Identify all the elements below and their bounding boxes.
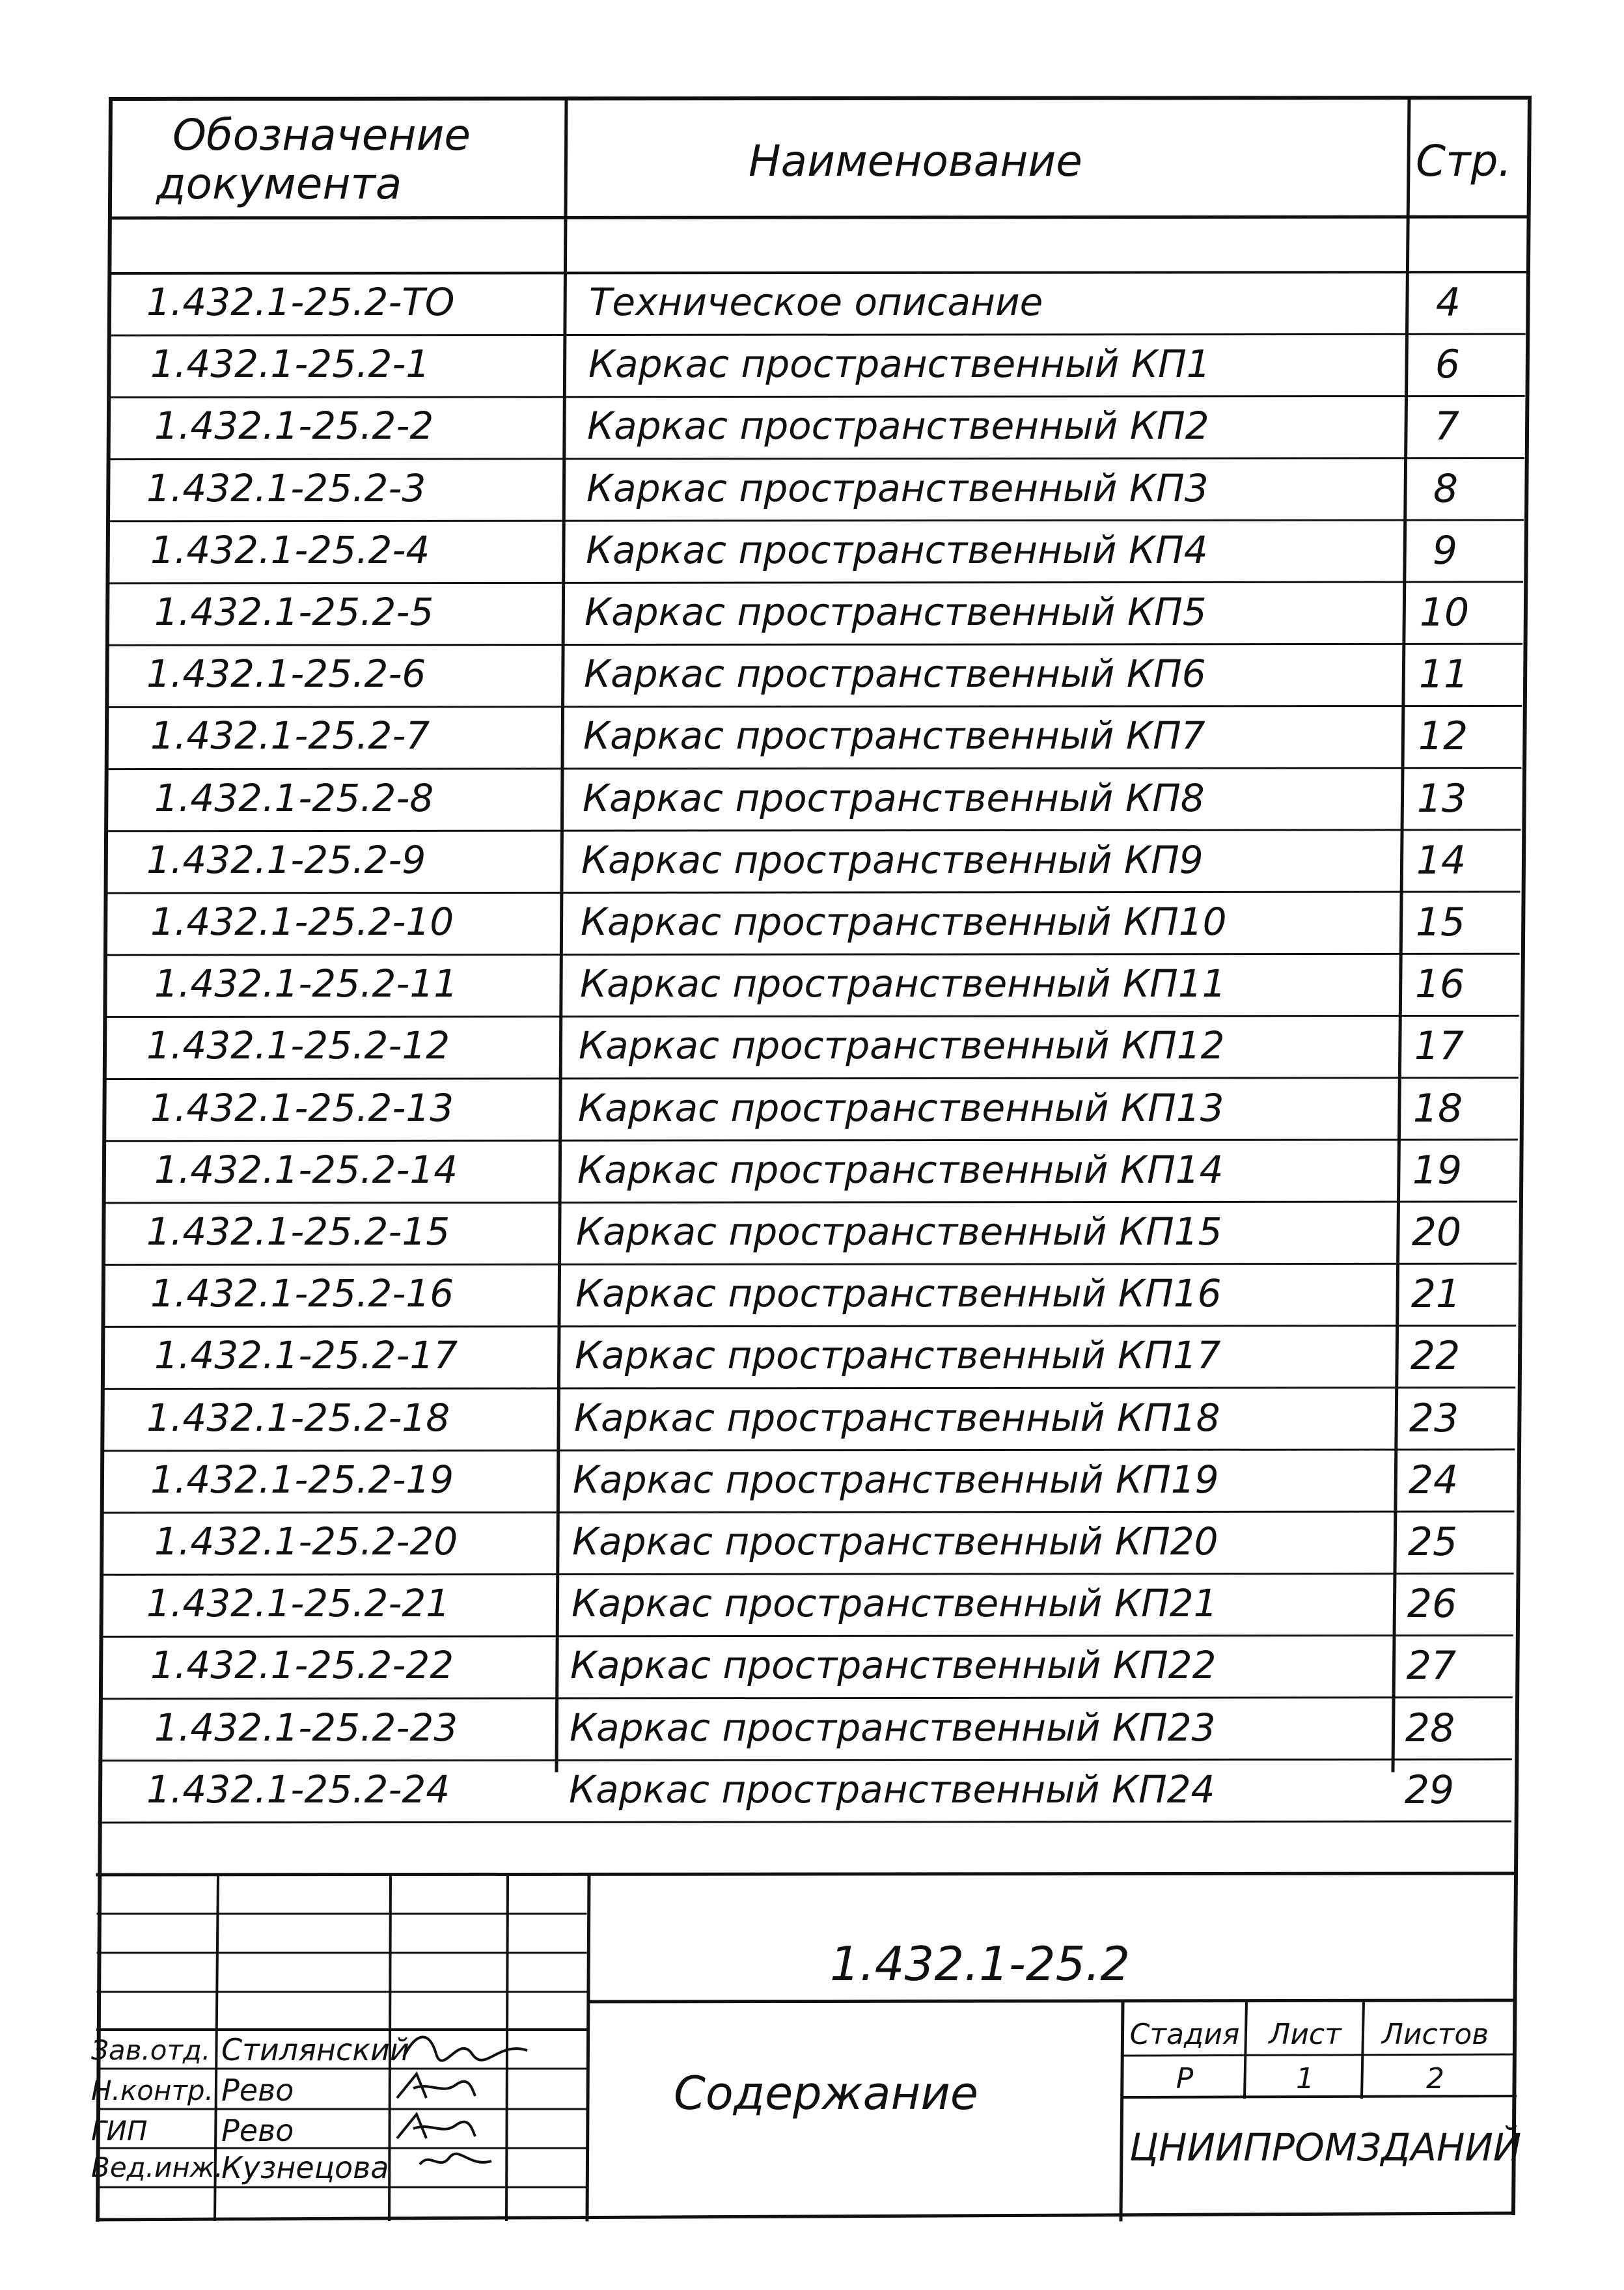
signature-scribble (417, 2148, 495, 2174)
row-page: 18 (1412, 1085, 1463, 1131)
row-code: 1.432.1-25.2-18 (146, 1395, 450, 1440)
row-code: 1.432.1-25.2-19 (150, 1457, 454, 1502)
row-rule (111, 334, 1524, 335)
signature-role: Вед.инж. (91, 2151, 223, 2183)
row-code: 1.432.1-25.2-16 (150, 1271, 454, 1316)
row-code: 1.432.1-25.2-8 (154, 775, 434, 820)
row-name: Каркас пространственный КП9 (581, 837, 1204, 882)
signature-name: Кузнецова (221, 2150, 389, 2185)
row-code: 1.432.1-25.2-ТО (146, 280, 455, 324)
signature-scribble (391, 2069, 482, 2108)
row-name: Каркас пространственный КП2 (587, 404, 1209, 448)
row-code: 1.432.1-25.2-12 (146, 1023, 450, 1068)
row-code: 1.432.1-25.2-4 (150, 527, 430, 572)
header-rule (112, 217, 1526, 218)
row-rule (103, 1325, 1515, 1327)
row-code: 1.432.1-25.2-17 (154, 1333, 458, 1378)
signature-name: Стилянский (221, 2032, 409, 2067)
row-page: 13 (1416, 775, 1467, 821)
row-rule (100, 1759, 1511, 1761)
header-code-line1: Обозначение (172, 110, 471, 160)
row-name: Каркас пространственный КП8 (583, 775, 1205, 820)
row-name: Каркас пространственный КП4 (586, 527, 1208, 572)
row-code: 1.432.1-25.2-3 (146, 465, 426, 510)
row-code: 1.432.1-25.2-11 (154, 961, 458, 1006)
row-rule (107, 830, 1520, 831)
document-title: Содержание (674, 2067, 978, 2120)
row-page: 6 (1435, 342, 1461, 388)
signature-scribble (391, 2109, 482, 2148)
row-name: Каркас пространственный КП19 (573, 1457, 1219, 1502)
row-code: 1.432.1-25.2-21 (146, 1581, 450, 1626)
document-designation: 1.432.1-25.2 (830, 1937, 1131, 1991)
stamp-rule (589, 2000, 1515, 2002)
row-page: 11 (1418, 652, 1469, 698)
row-page: 12 (1418, 713, 1468, 760)
row-page: 23 (1409, 1395, 1459, 1441)
row-rule (102, 1450, 1514, 1451)
row-rule (107, 892, 1519, 893)
row-rule (111, 396, 1524, 397)
row-name: Каркас пространственный КП1 (588, 342, 1211, 387)
row-rule (103, 1263, 1515, 1265)
row-name: Каркас пространственный КП18 (574, 1395, 1220, 1440)
row-name: Каркас пространственный КП15 (576, 1209, 1222, 1254)
signature-role: Зав.отд. (91, 2034, 211, 2066)
frame-left (98, 99, 111, 2220)
row-name: Каркас пространственный КП24 (569, 1767, 1215, 1812)
row-rule (109, 582, 1522, 583)
row-code: 1.432.1-25.2-1 (150, 342, 430, 387)
row-page: 21 (1411, 1271, 1461, 1317)
signature-role: ГИП (91, 2115, 148, 2147)
stamp-column (587, 1875, 589, 2220)
row-name: Каркас пространственный КП3 (586, 465, 1209, 510)
row-name: Каркас пространственный КП13 (578, 1085, 1224, 1130)
row-rule (108, 706, 1521, 707)
column-divider (557, 99, 566, 1771)
header-name: Наименование (749, 136, 1082, 186)
row-name: Каркас пространственный КП20 (572, 1519, 1218, 1564)
row-page: 29 (1404, 1767, 1455, 1813)
row-page: 22 (1410, 1333, 1461, 1379)
row-name: Каркас пространственный КП6 (584, 652, 1206, 697)
row-page: 8 (1433, 465, 1459, 512)
stamp-column (1121, 2002, 1123, 2220)
sheets-value: 2 (1426, 2062, 1444, 2095)
row-page: 14 (1416, 837, 1466, 883)
row-page: 17 (1414, 1023, 1465, 1069)
row-rule (111, 458, 1524, 460)
frame-right (1513, 98, 1530, 2213)
row-page: 20 (1411, 1209, 1462, 1255)
row-code: 1.432.1-25.2-6 (146, 652, 426, 697)
row-code: 1.432.1-25.2-9 (146, 837, 426, 882)
stage-value: Р (1176, 2062, 1194, 2095)
signature-scribble (400, 2028, 530, 2067)
row-code: 1.432.1-25.2-20 (154, 1519, 458, 1564)
row-name: Каркас пространственный КП16 (575, 1271, 1222, 1316)
sheets-label: Листов (1381, 2018, 1489, 2051)
stage-label: Стадия (1129, 2018, 1240, 2051)
row-name: Каркас пространственный КП14 (577, 1147, 1224, 1192)
row-code: 1.432.1-25.2-23 (154, 1705, 458, 1750)
stamp-rule (1123, 2054, 1515, 2056)
row-rule (104, 1202, 1517, 1203)
signature-name: Рево (221, 2073, 294, 2108)
row-name: Каркас пространственный КП17 (575, 1333, 1221, 1378)
organization-name: ЦНИИПРОМЗДАНИЙ (1129, 2125, 1522, 2170)
frame-top (111, 98, 1530, 99)
row-code: 1.432.1-25.2-14 (154, 1147, 458, 1192)
row-name: Каркас пространственный КП7 (583, 713, 1205, 758)
row-rule (105, 1078, 1518, 1079)
row-name: Каркас пространственный КП12 (579, 1023, 1225, 1068)
row-code: 1.432.1-25.2-10 (150, 900, 454, 944)
row-code: 1.432.1-25.2-7 (150, 713, 430, 758)
row-page: 10 (1419, 590, 1470, 635)
row-page: 4 (1435, 280, 1461, 325)
header-code-line2: документа (156, 159, 402, 209)
row-page: 19 (1412, 1147, 1463, 1193)
row-name: Каркас пространственный КП10 (581, 900, 1227, 944)
row-rule (100, 1698, 1512, 1699)
row-page: 9 (1432, 527, 1458, 573)
row-rule (103, 1388, 1515, 1389)
row-code: 1.432.1-25.2-15 (146, 1209, 450, 1254)
row-page: 27 (1406, 1643, 1457, 1689)
row-name: Техническое описание (589, 280, 1043, 324)
row-rule (108, 768, 1521, 769)
sheet-value: 1 (1296, 2062, 1314, 2095)
row-rule (101, 1573, 1513, 1575)
row-page: 24 (1408, 1457, 1459, 1503)
row-rule (99, 1821, 1511, 1823)
header-page: Стр. (1416, 136, 1512, 186)
row-page: 7 (1434, 404, 1460, 450)
row-code: 1.432.1-25.2-24 (146, 1767, 450, 1812)
row-rule (100, 1635, 1512, 1636)
row-code: 1.432.1-25.2-13 (150, 1085, 454, 1130)
row-page: 25 (1407, 1519, 1458, 1565)
row-name: Каркас пространственный КП11 (580, 961, 1226, 1006)
row-code: 1.432.1-25.2-5 (154, 590, 434, 634)
row-page: 28 (1405, 1705, 1455, 1751)
row-name: Каркас пространственный КП22 (570, 1643, 1217, 1688)
signature-role: Н.контр. (91, 2075, 213, 2106)
stamp-rule (1123, 2096, 1515, 2097)
row-name: Каркас пространственный КП23 (570, 1705, 1216, 1750)
sheet-label: Лист (1269, 2018, 1342, 2051)
row-page: 16 (1414, 961, 1465, 1008)
row-rule (102, 1511, 1513, 1513)
signature-name: Рево (221, 2113, 294, 2148)
row-code: 1.432.1-25.2-2 (154, 404, 434, 448)
row-name: Каркас пространственный КП5 (585, 590, 1207, 634)
row-code: 1.432.1-25.2-22 (150, 1643, 454, 1688)
row-rule (105, 1140, 1517, 1141)
row-name: Каркас пространственный КП21 (571, 1581, 1218, 1626)
row-rule (110, 520, 1523, 521)
frame-bottom (98, 2213, 1513, 2220)
row-rule (106, 954, 1519, 955)
row-rule (109, 644, 1521, 645)
title-block-top (98, 1873, 1515, 1875)
row-page: 26 (1407, 1581, 1457, 1627)
header-rule (112, 272, 1525, 273)
row-page: 15 (1415, 900, 1466, 945)
row-rule (105, 1015, 1518, 1017)
